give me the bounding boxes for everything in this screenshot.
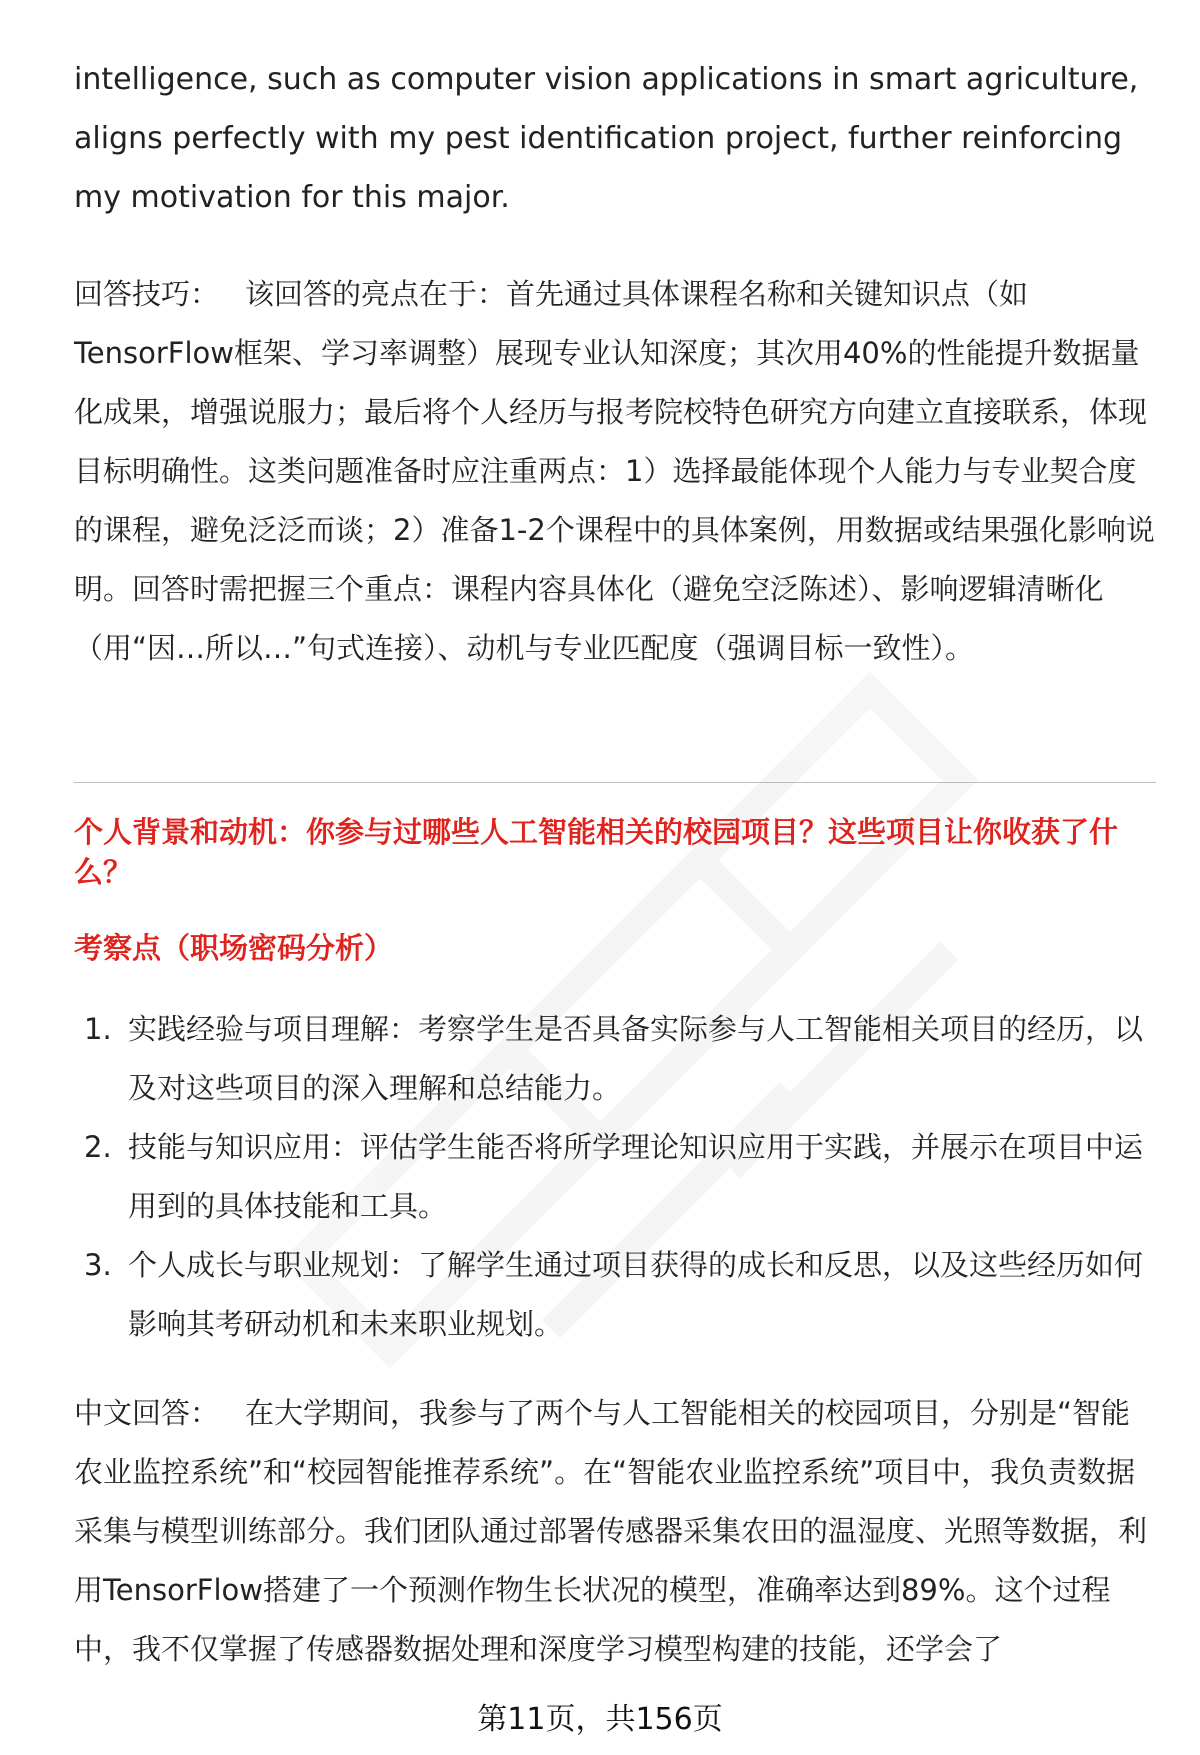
section-divider xyxy=(74,782,1156,783)
list-item xyxy=(74,1000,1156,1118)
list-item xyxy=(74,1118,1156,1236)
list-item-number: 1. xyxy=(84,1012,112,1046)
list-item-number: 2. xyxy=(84,1130,112,1164)
chinese-answer-label: 中文回答： xyxy=(74,1396,220,1430)
page-number-footer: 第11页，共156页 xyxy=(477,1702,723,1737)
list-item-number: 3. xyxy=(84,1248,112,1282)
list-item xyxy=(74,1236,1156,1354)
list-item-text: 个人成长与职业规划：了解学生通过项目获得的成长和反思，以及这些经历如何影响其考研动机和未来职业规划。 xyxy=(128,1248,1144,1341)
answer-tips-text: 该回答的亮点在于：首先通过具体课程名称和关键知识点（如TensorFlow框架、学习率调整）展现专业认知深度；其次用40%的性能提升数据量化成果，增强说服力；最后将个人经历与报考院校特色研究方向建立直接联系，体现目标明确性。这类问题准备时应注重两点：1）选择最能体现个人能力与专业契合度的课程，避免泛泛而谈；2）准备1-2个课程中的具体案例，用数据或结果强化影响说明。回答时需把握三个重点：课程内容具体化（避免空泛陈述）、影响逻辑清晰化（用“因…所以…”句式连接）、动机与专业匹配度（强调目标一致性）。 xyxy=(74,277,1155,665)
analysis-heading: 考察点（职场密码分析） xyxy=(74,931,394,965)
question-heading: 个人背景和动机：你参与过哪些人工智能相关的校园项目？这些项目让你收获了什么？ xyxy=(74,815,1119,889)
chinese-answer-text: 在大学期间，我参与了两个与人工智能相关的校园项目，分别是“智能农业监控系统”和“校园智能推荐系统”。在“智能农业监控系统”项目中，我负责数据采集与模型训练部分。我们团队通过部署传感器采集农田的温湿度、光照等数据，利用TensorFlow搭建了一个预测作物生长状况的模型，准确率达到89%。这个过程中，我不仅掌握了传感器数据处理和深度学习模型构建的技能，还学会了 xyxy=(74,1396,1148,1666)
answer-tips-label: 回答技巧： xyxy=(74,277,220,311)
chinese-answer-paragraph xyxy=(74,1384,1156,1679)
analysis-points-list xyxy=(74,1000,1156,1354)
list-item-text: 实践经验与项目理解：考察学生是否具备实际参与人工智能相关项目的经历，以及对这些项目的深入理解和总结能力。 xyxy=(128,1012,1144,1105)
answer-tips-paragraph xyxy=(74,265,1156,678)
page-content xyxy=(74,0,1156,678)
list-item-text: 技能与知识应用：评估学生能否将所学理论知识应用于实践，并展示在项目中运用到的具体技能和工具。 xyxy=(128,1130,1144,1223)
english-answer-continuation: intelligence, such as computer vision applications in smart agriculture, aligns perfectly with my pest identification project, further reinforcing my motivation for this major. xyxy=(74,62,1139,215)
